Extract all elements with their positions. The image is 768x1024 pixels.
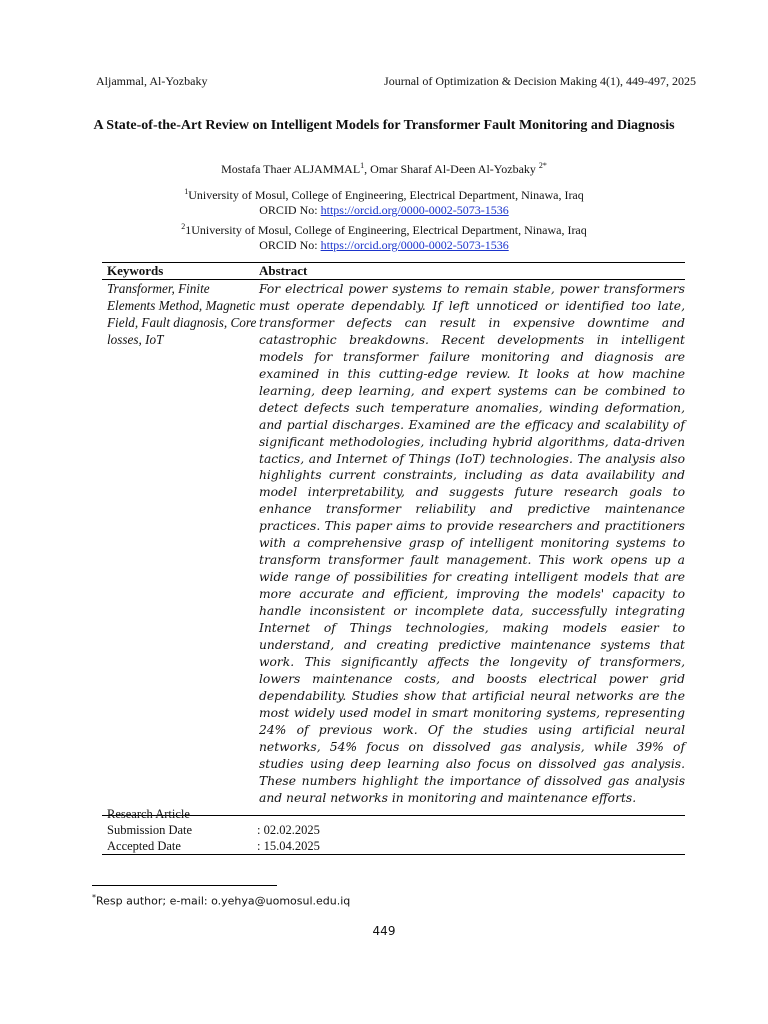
author-2: Omar Sharaf Al-Deen Al-Yozbaky [370,162,539,176]
affiliation-2-sup: 2 [181,222,186,231]
abstract-heading: Abstract [259,263,308,278]
author-2-sup: 2* [538,161,547,170]
orcid-2-link[interactable]: https://orcid.org/0000-0002-5073-1536 [320,238,509,252]
article-meta [102,806,685,855]
orcid-2-label: ORCID No: [259,238,321,252]
keywords-heading: Keywords [107,263,164,278]
abstract-text: For electrical power systems to remain stable, power transformers must operate dependably. If left unnoticed or identified too late, transformer defects can result in expensive downtime and catastrophic breakdowns. Recent developments in intelligent models for transformer failure monitoring and diagnosis are examined in this cutting-edge review. It looks at how machine learning, deep learning, and expert systems can be combined to detect defects such temperature anomalies, winding deformation, and partial discharges. Examined are the efficacy and scalability of significant methodologies, including hybrid algorithms, data-driven tactics, and Internet of Things (IoT) technologies. The analysis also highlights current constraints, including as data availability and model interpretability, and suggests future research goals to enhance transformer reliability and predictive maintenance practices. This paper aims to provide researchers and practitioners with a comprehensive grasp of intelligent monitoring systems to transform transformer fault management. This work opens up a wide range of possibilities for creating intelligent models that are more accurate and efficient, improving the models' capacity to handle inconsistent or incomplete data, successfully integrating Internet of Things technologies, making models easier to understand, and creating predictive maintenance systems that work. This significantly affects the longevity of transformers, lowers maintenance costs, and boosts electrical power grid dependability. Studies show that artificial neural networks are the most widely used model in smart monitoring systems, representing 24% of previous work. Of the studies using artificial neural networks, 54% focus on dissolved gas analysis, while 39% of studies using deep learning also focus on dissolved gas analysis. These numbers highlight the importance of dissolved gas analysis and neural networks in monitoring and maintenance efforts. [259,282,685,805]
affiliation-1 [0,184,768,218]
header-authors: Aljammal, Al-Yozbaky [96,74,208,88]
author-line [0,161,768,177]
submission-row [102,822,685,838]
footnote [92,893,350,908]
footnote-marker: * [92,893,96,902]
abstract-table [102,262,685,816]
affiliation-1-sup: 1 [184,187,189,196]
affiliation-2 [0,219,768,253]
footnote-text: Resp author; e-mail: o.yehya@uomosul.edu.iq [96,894,351,908]
submission-label: Submission Date [107,823,193,837]
orcid-1-link[interactable]: https://orcid.org/0000-0002-5073-1536 [320,203,509,217]
article-type-row [102,806,685,822]
abstract-table-header [102,263,685,280]
paper-title: A State-of-the-Art Review on Intelligent Models for Transformer Fault Monitoring and Diagnosis [93,118,675,133]
author-1-sup: 1 [360,161,365,170]
article-type: Research Article [107,807,190,821]
accepted-label: Accepted Date [107,839,181,853]
submission-value: : 02.02.2025 [257,823,320,837]
affiliation-2-text: 1University of Mosul, College of Engineering, Electrical Department, Ninawa, Iraq [185,223,587,237]
keywords-text: Transformer, Finite Elements Method, Magnetic Field, Fault diagnosis, Core losses, IoT [107,281,257,347]
abstract-table-body [102,280,685,815]
footnote-rule [92,885,277,886]
orcid-1-label: ORCID No: [259,203,321,217]
accepted-value: : 15.04.2025 [257,839,320,853]
accepted-row [102,838,685,854]
author-separator: , [364,162,371,176]
author-1: Mostafa Thaer ALJAMMAL [221,162,361,176]
page-number: 449 [372,924,396,938]
header-journal: Journal of Optimization & Decision Making 4(1), 449-497, 2025 [384,74,696,88]
running-header [96,74,696,89]
affiliation-1-text: University of Mosul, College of Engineering, Electrical Department, Ninawa, Iraq [188,188,584,202]
